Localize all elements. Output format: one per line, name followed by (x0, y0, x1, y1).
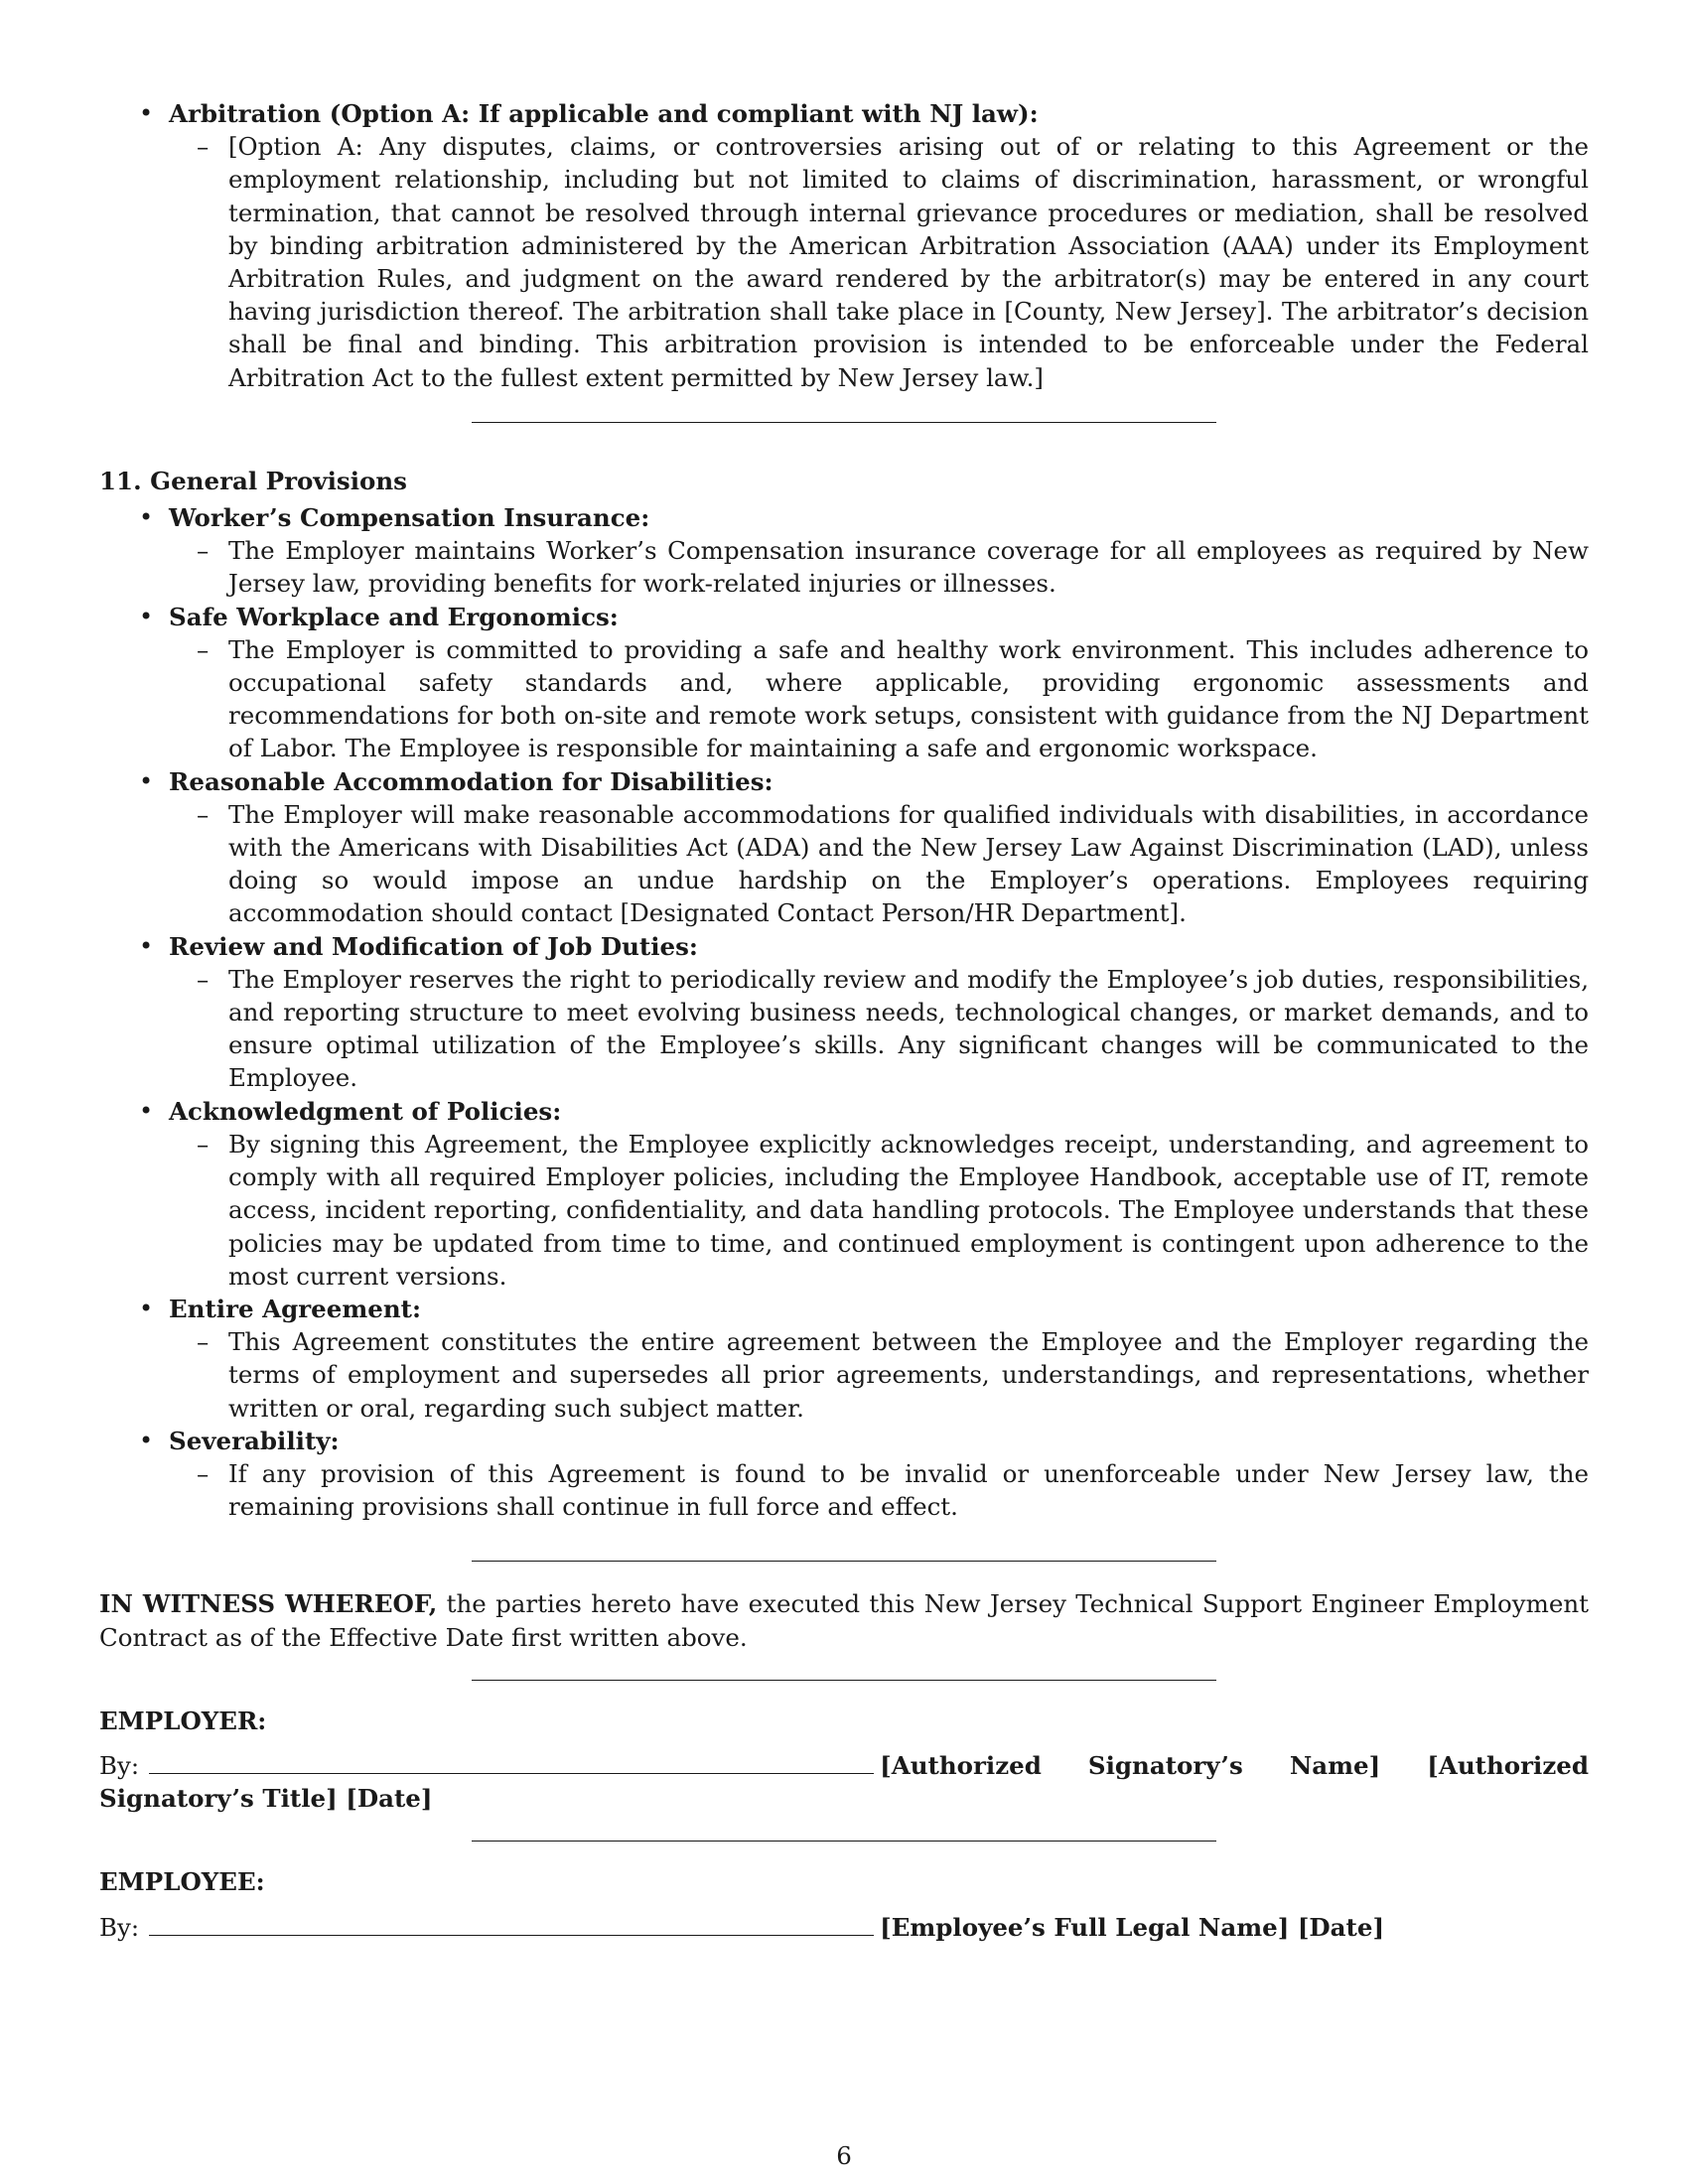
provision-text: – The Employer will make reasonable accommodations for qualified individuals with disabilities, in accordance with the Americans with Disabilities Act (ADA) and the New Jersey Law Against Discrimination (LAD), unless doing so would impose an undue hardship on the Employer’s operations. Employees requiring accommodation should contact [Designated Contact Person/HR Department]. (169, 798, 1589, 930)
provision-item (99, 1095, 1589, 1293)
employer-by-label: By: (99, 1750, 140, 1780)
provision-text: – If any provision of this Agreement is found to be invalid or unenforceable under New Jersey law, the remaining provisions shall continue in full force and effect. (169, 1457, 1589, 1523)
provision-text: – The Employer reserves the right to periodically review and modify the Employee’s job duties, responsibilities, and reporting structure to meet evolving business needs, technological changes, or market demands, and to ensure optimal utilization of the Employee’s skills. Any significant changes will be communicated to the Employee. (169, 963, 1589, 1095)
provision-item (99, 930, 1589, 1095)
provision-item (99, 601, 1589, 765)
page-number: 6 (836, 2141, 852, 2170)
employer-signature-line[interactable] (149, 1749, 874, 1774)
provision-title: • Severability: (169, 1426, 340, 1455)
arbitration-sublist (169, 130, 1589, 394)
arbitration-item (99, 97, 1589, 394)
provision-title: • Review and Modification of Job Duties: (169, 931, 698, 961)
provision-title: • Safe Workplace and Ergonomics: (169, 602, 619, 631)
arbitration-title: • Arbitration (Option A: If applicable and compliant with NJ law): (169, 99, 1039, 128)
section-heading: 11. General Provisions (99, 466, 407, 495)
provision-text: – This Agreement constitutes the entire agreement between the Employee and the Employer regarding the terms of employment and supersedes all prior agreements, understandings, and representations, whether written or oral, regarding such subject matter. (169, 1325, 1589, 1425)
witness-text: the parties hereto have executed this New Jersey Technical Support Engineer Employment Contract as of the Effective Date first written above. (99, 1589, 1589, 1652)
employer-signature-block (99, 1749, 1589, 1815)
arbitration-text: – [Option A: Any disputes, claims, or controversies arising out of or relating to this Agreement or the employment relationship, including but not limited to claims of discrimination, harassment, or wrongful termination, that cannot be resolved through internal grievance procedures or mediation, shall be resolved by binding arbitration administered by the American Arbitration Association (AAA) under its Employment Arbitration Rules, and judgment on the award rendered by the arbitrator(s) may be entered in any court having jurisdiction thereof. The arbitration shall take place in [County, New Jersey]. The arbitrator’s decision shall be final and binding. This arbitration provision is intended to be enforceable under the Federal Arbitration Act to the fullest extent permitted by New Jersey law.] (169, 130, 1589, 394)
provision-title: • Reasonable Accommodation for Disabilities: (169, 766, 774, 796)
employee-signature-block (99, 1911, 1589, 1944)
provision-title: • Worker’s Compensation Insurance: (169, 503, 650, 533)
witness-paragraph (99, 1587, 1589, 1653)
employee-label: EMPLOYEE: (99, 1867, 265, 1897)
employer-label: EMPLOYER: (99, 1706, 267, 1735)
witness-lead: IN WITNESS WHEREOF, (99, 1589, 438, 1619)
provision-text: – The Employer maintains Worker’s Compensation insurance coverage for all employees as required by New Jersey law, providing benefits for work-related injuries or illnesses. (169, 534, 1589, 600)
employee-fields: [Employee’s Full Legal Name] [Date] (880, 1912, 1385, 1942)
provision-title: • Acknowledgment of Policies: (169, 1096, 562, 1126)
provision-text: – The Employer is committed to providing a safe and healthy work environment. This includes adherence to occupational safety standards and, where applicable, providing ergonomic assessments and recommendations for both on-site and remote work setups, consistent with guidance from the NJ Department of Labor. The Employee is responsible for maintaining a safe and ergonomic workspace. (169, 633, 1589, 765)
employee-by-label: By: (99, 1912, 140, 1942)
provision-item (99, 1293, 1589, 1425)
arbitration-list (99, 97, 1589, 394)
provision-item (99, 765, 1589, 930)
provision-item (99, 501, 1589, 601)
employer-signatory-fields: [Authorized Signatory’s Name] [Authorized Signatory’s Title] [Date] (99, 1750, 1589, 1814)
provision-item (99, 1425, 1589, 1524)
provision-text: – By signing this Agreement, the Employee explicitly acknowledges receipt, understanding, and agreement to comply with all required Employer policies, including the Employee Handbook, acceptable use of IT, remote access, incident reporting, confidentiality, and data handling protocols. The Employee understands that these policies may be updated from time to time, and continued employment is contingent upon adherence to the most current versions. (169, 1128, 1589, 1293)
provision-title: • Entire Agreement: (169, 1294, 422, 1323)
employee-signature-line[interactable] (149, 1911, 874, 1936)
general-provisions-list (99, 501, 1589, 1523)
document-page (99, 97, 1589, 1944)
